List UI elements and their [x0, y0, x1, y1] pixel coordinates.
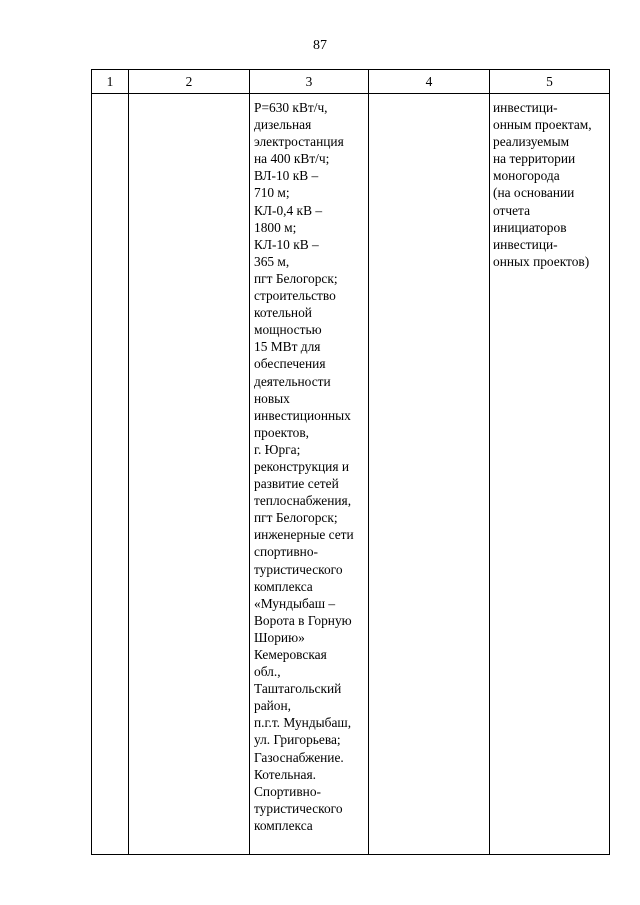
column-header-5: 5 [490, 70, 610, 94]
column-header-2: 2 [129, 70, 250, 94]
cell-col-4-text [369, 94, 489, 99]
cell-col-4 [369, 94, 490, 855]
cell-col-5 [490, 94, 610, 855]
cell-col-2-text [129, 94, 249, 99]
column-header-4: 4 [369, 70, 490, 94]
cell-col-1-text [92, 94, 128, 99]
column-header-3: 3 [250, 70, 369, 94]
cell-col-3-text: Р=630 кВт/ч, дизельная электростанция на 400 кВт/ч; ВЛ-10 кВ – 710 м; КЛ-0,4 кВ – 1800 м; КЛ-10 кВ – 365 м, пгт Белогорск; строительство котельной мощностью 15 МВт для обеспечения деятельности новых инвестиционных проектов, г. Юрга; реконструкция и развитие сетей теплоснабжения, пгт Белогорск; инженерные сети спортивно- туристического комплекса «Мундыбаш – Ворота в Горную Шорию» Кемеровская обл., Таштагольский район, п.г.т. Мундыбаш, ул. Григорьева; Газоснабжение. Котельная. Спортивно- туристического комплекса [254, 100, 354, 833]
table-row [92, 94, 610, 855]
cell-col-5-text: инвестици- онным проектам, реализуемым на территории моногорода (на основании отчета инициаторов инвестици- онных проектов) [493, 100, 592, 269]
cell-col-2 [129, 94, 250, 855]
page-number: 87 [313, 38, 327, 53]
column-header-1: 1 [92, 70, 129, 94]
table-header-row [92, 70, 610, 94]
cell-col-1 [92, 94, 129, 855]
cell-col-3 [250, 94, 369, 855]
document-table [91, 69, 610, 855]
